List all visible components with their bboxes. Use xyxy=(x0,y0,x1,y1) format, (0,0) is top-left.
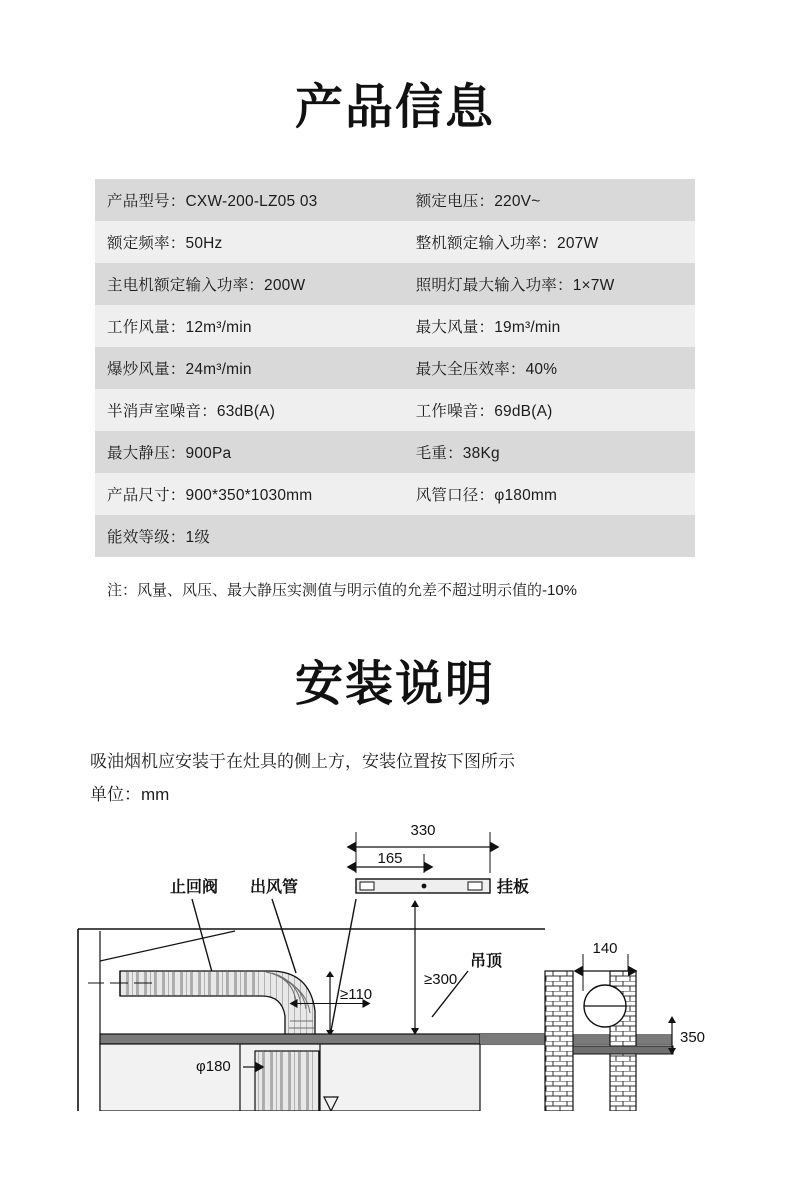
table-row xyxy=(95,515,695,557)
spec-value: 900Pa xyxy=(185,445,232,463)
spec-cell-right xyxy=(402,221,695,263)
spec-label: 工作风量： xyxy=(107,319,186,337)
dimension-350-text: 350 xyxy=(680,1029,706,1047)
spec-label: 产品型号： xyxy=(107,193,186,211)
spec-cell-left xyxy=(95,515,402,557)
table-row xyxy=(95,263,695,305)
flexible-duct xyxy=(120,971,315,1036)
spec-label: 风管口径： xyxy=(415,487,495,505)
spec-value: 40% xyxy=(525,361,558,379)
spec-label: 最大静压： xyxy=(107,445,186,463)
table-note: 注：风量、风压、最大静压实测值与明示值的允差不超过明示值的-10% xyxy=(107,582,578,600)
specification-table xyxy=(95,179,695,557)
table-row xyxy=(95,347,695,389)
dimension-330-text: 330 xyxy=(410,822,436,840)
installation-diagram xyxy=(0,821,790,1111)
spec-label: 能效等级： xyxy=(107,529,186,547)
spec-cell-right xyxy=(402,389,695,431)
spec-label: 爆炒风量： xyxy=(107,361,186,379)
spec-cell-right xyxy=(402,431,695,473)
spec-value: 220V~ xyxy=(494,193,541,211)
page-title-product-info: 产品信息 xyxy=(294,79,495,136)
spec-label: 额定电压： xyxy=(415,193,495,211)
spec-value: 12m³/min xyxy=(185,319,252,337)
spec-cell-left xyxy=(95,179,402,221)
table-row xyxy=(95,179,695,221)
spec-value: 200W xyxy=(264,277,306,295)
dimension-300-text: ≥300 xyxy=(424,971,458,989)
product-info-page xyxy=(0,32,790,1197)
spec-value: 63dB(A) xyxy=(216,403,276,421)
spec-label: 最大全压效率： xyxy=(415,361,526,379)
dimension-165-text: 165 xyxy=(377,850,403,868)
table-row xyxy=(95,473,695,515)
spec-value: 900*350*1030mm xyxy=(185,487,313,505)
dimension-350 xyxy=(668,1016,705,1055)
table-row xyxy=(95,389,695,431)
spec-cell-right xyxy=(402,347,695,389)
spec-value: 69dB(A) xyxy=(494,403,553,421)
install-instructions-text xyxy=(90,746,700,811)
spec-cell-left xyxy=(95,389,402,431)
spec-value: 19m³/min xyxy=(494,319,561,337)
spec-value: 50Hz xyxy=(185,235,223,253)
dimension-180-text: φ180 xyxy=(196,1058,231,1076)
spec-value: 38Kg xyxy=(462,445,500,463)
label-outlet-duct: 出风管 xyxy=(250,877,299,897)
spec-value: 1×7W xyxy=(572,277,615,295)
spec-value: CXW-200-LZ05 03 xyxy=(185,193,318,211)
spec-label: 工作噪音： xyxy=(415,403,495,421)
spec-label: 主电机额定输入功率： xyxy=(107,277,265,295)
spec-cell-right xyxy=(402,473,695,515)
label-ceiling: 吊顶 xyxy=(470,951,503,971)
spec-label: 额定频率： xyxy=(107,235,186,253)
spec-label: 整机额定输入功率： xyxy=(415,235,557,253)
spec-label: 毛重： xyxy=(415,445,463,463)
spec-cell-left xyxy=(95,263,402,305)
spec-cell-right xyxy=(402,263,695,305)
spec-cell-left xyxy=(95,473,402,515)
spec-label: 产品尺寸： xyxy=(107,487,186,505)
table-row xyxy=(95,221,695,263)
label-check-valve: 止回阀 xyxy=(170,877,219,897)
dimension-110-text: ≥110 xyxy=(340,986,373,1004)
spec-cell-left xyxy=(95,221,402,263)
spec-cell-left xyxy=(95,431,402,473)
dimension-330 xyxy=(356,822,490,873)
dimension-165 xyxy=(356,850,424,873)
specification-table-body xyxy=(95,179,695,557)
install-text-line-2: 单位：mm xyxy=(90,784,170,804)
spec-value: 24m³/min xyxy=(185,361,252,379)
page-title-install-instructions: 安装说明 xyxy=(294,656,495,713)
spec-cell-right xyxy=(402,305,695,347)
table-row xyxy=(95,305,695,347)
spec-value: 1级 xyxy=(185,529,211,547)
spec-cell-left xyxy=(95,305,402,347)
table-row xyxy=(95,431,695,473)
installation-diagram-svg xyxy=(0,821,790,1111)
spec-cell-right xyxy=(402,515,695,557)
spec-label: 照明灯最大输入功率： xyxy=(415,277,573,295)
hanging-plate-bar xyxy=(356,879,490,893)
install-text-line-1: 吸油烟机应安装于在灶具的侧上方，安装位置按下图所示 xyxy=(90,752,515,772)
spec-cell-left xyxy=(95,347,402,389)
label-hanging-plate: 挂板 xyxy=(497,877,530,897)
spec-value: φ180mm xyxy=(494,487,558,505)
spec-value: 207W xyxy=(557,235,599,253)
dimension-140-text: 140 xyxy=(592,940,618,958)
spec-cell-right xyxy=(402,179,695,221)
spec-label: 半消声室噪音： xyxy=(107,403,217,421)
spec-label: 最大风量： xyxy=(415,319,495,337)
